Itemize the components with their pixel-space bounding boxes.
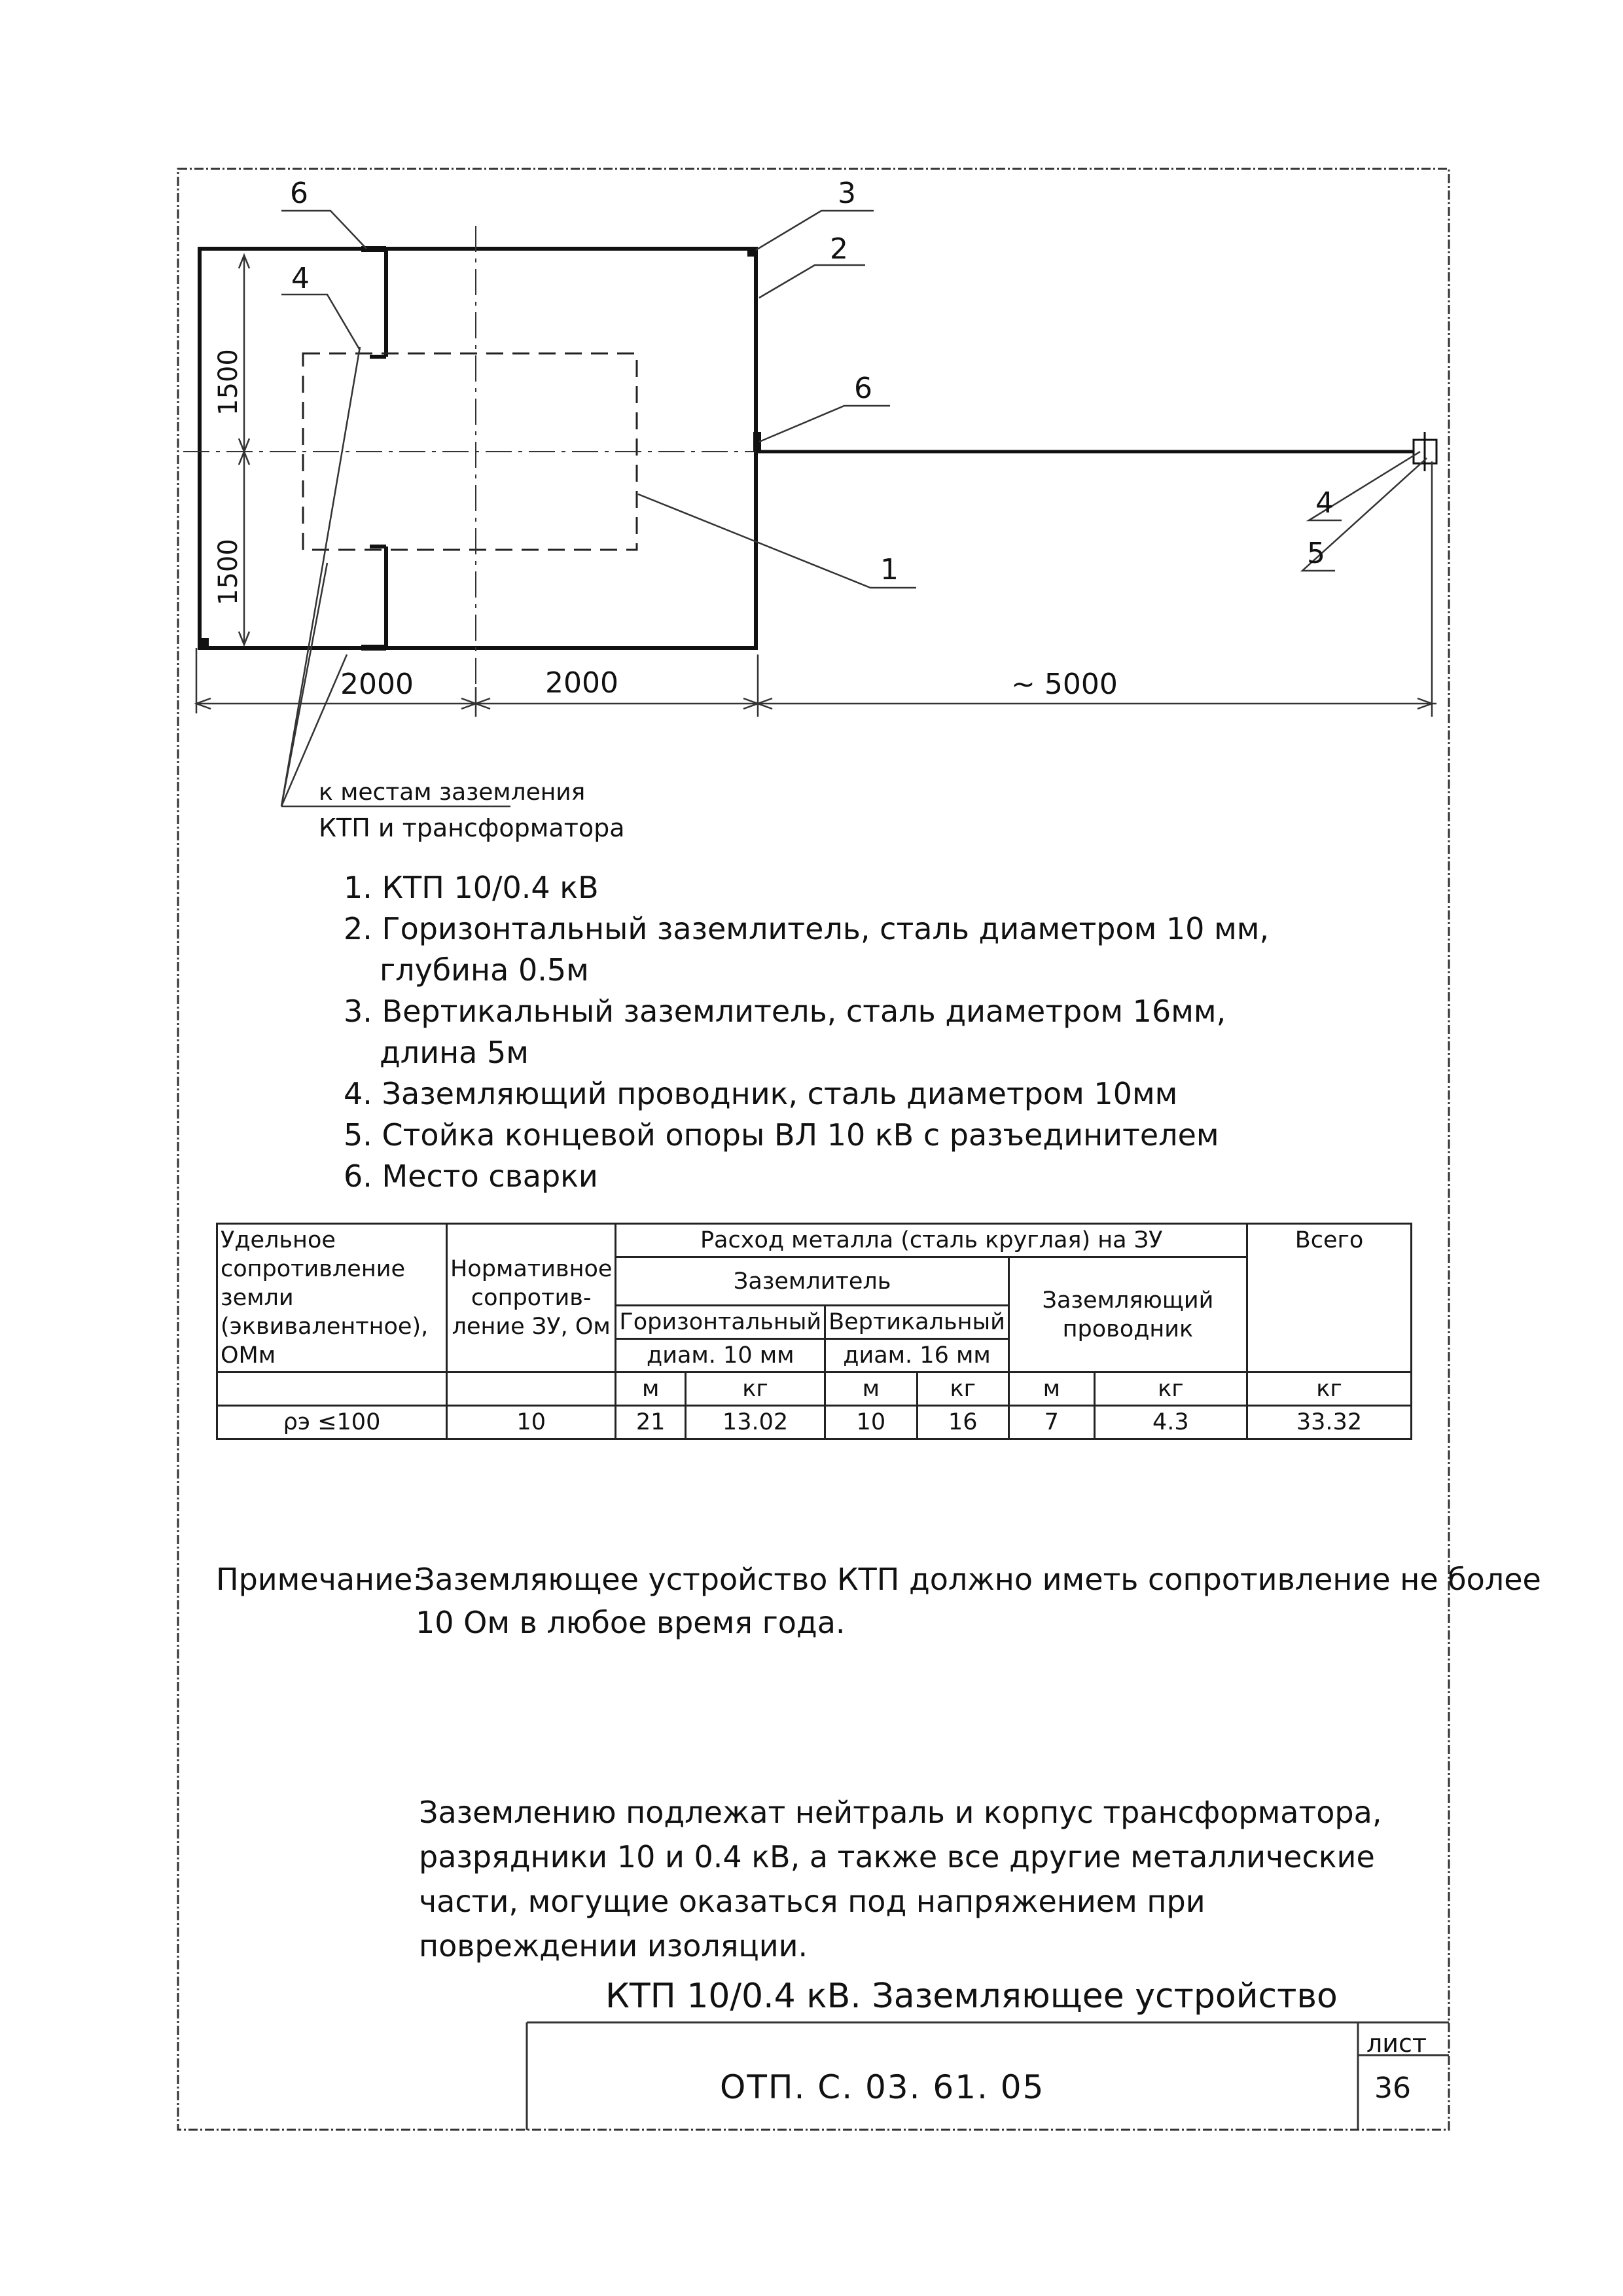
- legend-item-1: 1. КТП 10/0.4 кВ: [344, 870, 599, 905]
- header-total: Всего: [1247, 1224, 1412, 1372]
- unit-m: м: [825, 1372, 917, 1406]
- header-vertical: Вертикальный: [825, 1306, 1009, 1339]
- callout-6-top: 6: [290, 177, 308, 210]
- sheet-label: лист: [1366, 2029, 1427, 2058]
- dim-lower-half: 1500: [213, 539, 243, 605]
- header-horizontal: Горизонтальный: [616, 1306, 825, 1339]
- table-row: [217, 1406, 1412, 1439]
- cell-horiz-m: 21: [616, 1406, 686, 1439]
- legend-item-3-cont: длина 5м: [380, 1035, 529, 1070]
- weld-mark: [361, 645, 386, 651]
- cell-cond-m: 7: [1008, 1406, 1094, 1439]
- legend-item-2-cont: глубина 0.5м: [380, 952, 589, 988]
- ground-note-line2: КТП и трансформатора: [319, 814, 625, 842]
- unit-kg: кг: [685, 1372, 825, 1406]
- cell-horiz-kg: 13.02: [685, 1406, 825, 1439]
- unit-blank: [447, 1372, 616, 1406]
- sheet-title: КТП 10/0.4 кВ. Заземляющее устройство: [605, 1977, 1338, 2016]
- grounding-paragraph: Заземлению подлежат нейтраль и корпус трансформатора, разрядники 10 и 0.4 кВ, а также все другие металлические части, могущие оказаться под напряжением при повреждении изоляции.: [419, 1795, 1382, 1964]
- legend-item-3: 3. Вертикальный заземлитель, сталь диаметром 16мм,: [344, 994, 1226, 1029]
- vertical-electrode-marker: [198, 638, 209, 649]
- header-diam-16: диам. 16 мм: [825, 1339, 1009, 1372]
- unit-kg: кг: [1094, 1372, 1247, 1406]
- header-electrode: Заземлитель: [616, 1257, 1008, 1306]
- legend-item-2: 2. Горизонтальный заземлитель, сталь диаметром 10 мм,: [344, 911, 1270, 946]
- cell-cond-kg: 4.3: [1094, 1406, 1247, 1439]
- header-metal-consumption: Расход металла (сталь круглая) на ЗУ: [616, 1224, 1247, 1257]
- callout-3: 3: [838, 177, 856, 210]
- cell-norm: 10: [447, 1406, 616, 1439]
- document-code: ОТП. С. 03. 61. 05: [720, 2068, 1045, 2106]
- legend-item-4: 4. Заземляющий проводник, сталь диаметром 10мм: [344, 1076, 1178, 1111]
- header-norm-resistance: Нормативное сопротив- ление ЗУ, Ом: [447, 1224, 616, 1372]
- cell-total-kg: 33.32: [1247, 1406, 1412, 1439]
- ground-note-line1: к местам заземления: [319, 779, 586, 806]
- dim-left-span: 2000: [340, 668, 414, 701]
- unit-kg: кг: [917, 1372, 1008, 1406]
- dim-mid-span: 2000: [545, 666, 618, 700]
- unit-kg: кг: [1247, 1372, 1412, 1406]
- callout-1: 1: [880, 553, 899, 586]
- note-label: Примечание:: [216, 1562, 423, 1597]
- sheet-number: 36: [1374, 2072, 1411, 2105]
- header-diam-10: диам. 10 мм: [616, 1339, 825, 1372]
- dim-upper-half: 1500: [213, 349, 243, 416]
- vertical-electrode-marker: [747, 247, 757, 257]
- cell-vert-kg: 16: [917, 1406, 1008, 1439]
- legend: [344, 867, 1269, 1197]
- material-table: [216, 1223, 1412, 1440]
- header-resistivity: Удельное сопротивление земли (эквивалентное), ОМм: [217, 1224, 447, 1372]
- dim-right-span: ~ 5000: [1011, 668, 1118, 701]
- callout-leaders: [281, 211, 1427, 806]
- legend-item-6: 6. Место сварки: [344, 1158, 598, 1194]
- unit-m: м: [1008, 1372, 1094, 1406]
- note-text: Заземляющее устройство КТП должно иметь сопротивление не более 10 Ом в любое время года.: [416, 1562, 1541, 1640]
- callout-4-right: 4: [1315, 486, 1334, 520]
- cell-vert-m: 10: [825, 1406, 917, 1439]
- callout-6-mid: 6: [854, 372, 872, 405]
- callout-5: 5: [1307, 537, 1325, 570]
- unit-blank: [217, 1372, 447, 1406]
- cell-resistivity: ρэ ≤100: [217, 1406, 447, 1439]
- callout-2: 2: [830, 232, 848, 266]
- header-conductor: Заземляющий проводник: [1008, 1257, 1247, 1372]
- callout-4-left: 4: [291, 262, 310, 295]
- ground-loop: [200, 249, 756, 648]
- legend-item-5: 5. Стойка концевой опоры ВЛ 10 кВ с разъединителем: [344, 1117, 1219, 1153]
- unit-m: м: [616, 1372, 686, 1406]
